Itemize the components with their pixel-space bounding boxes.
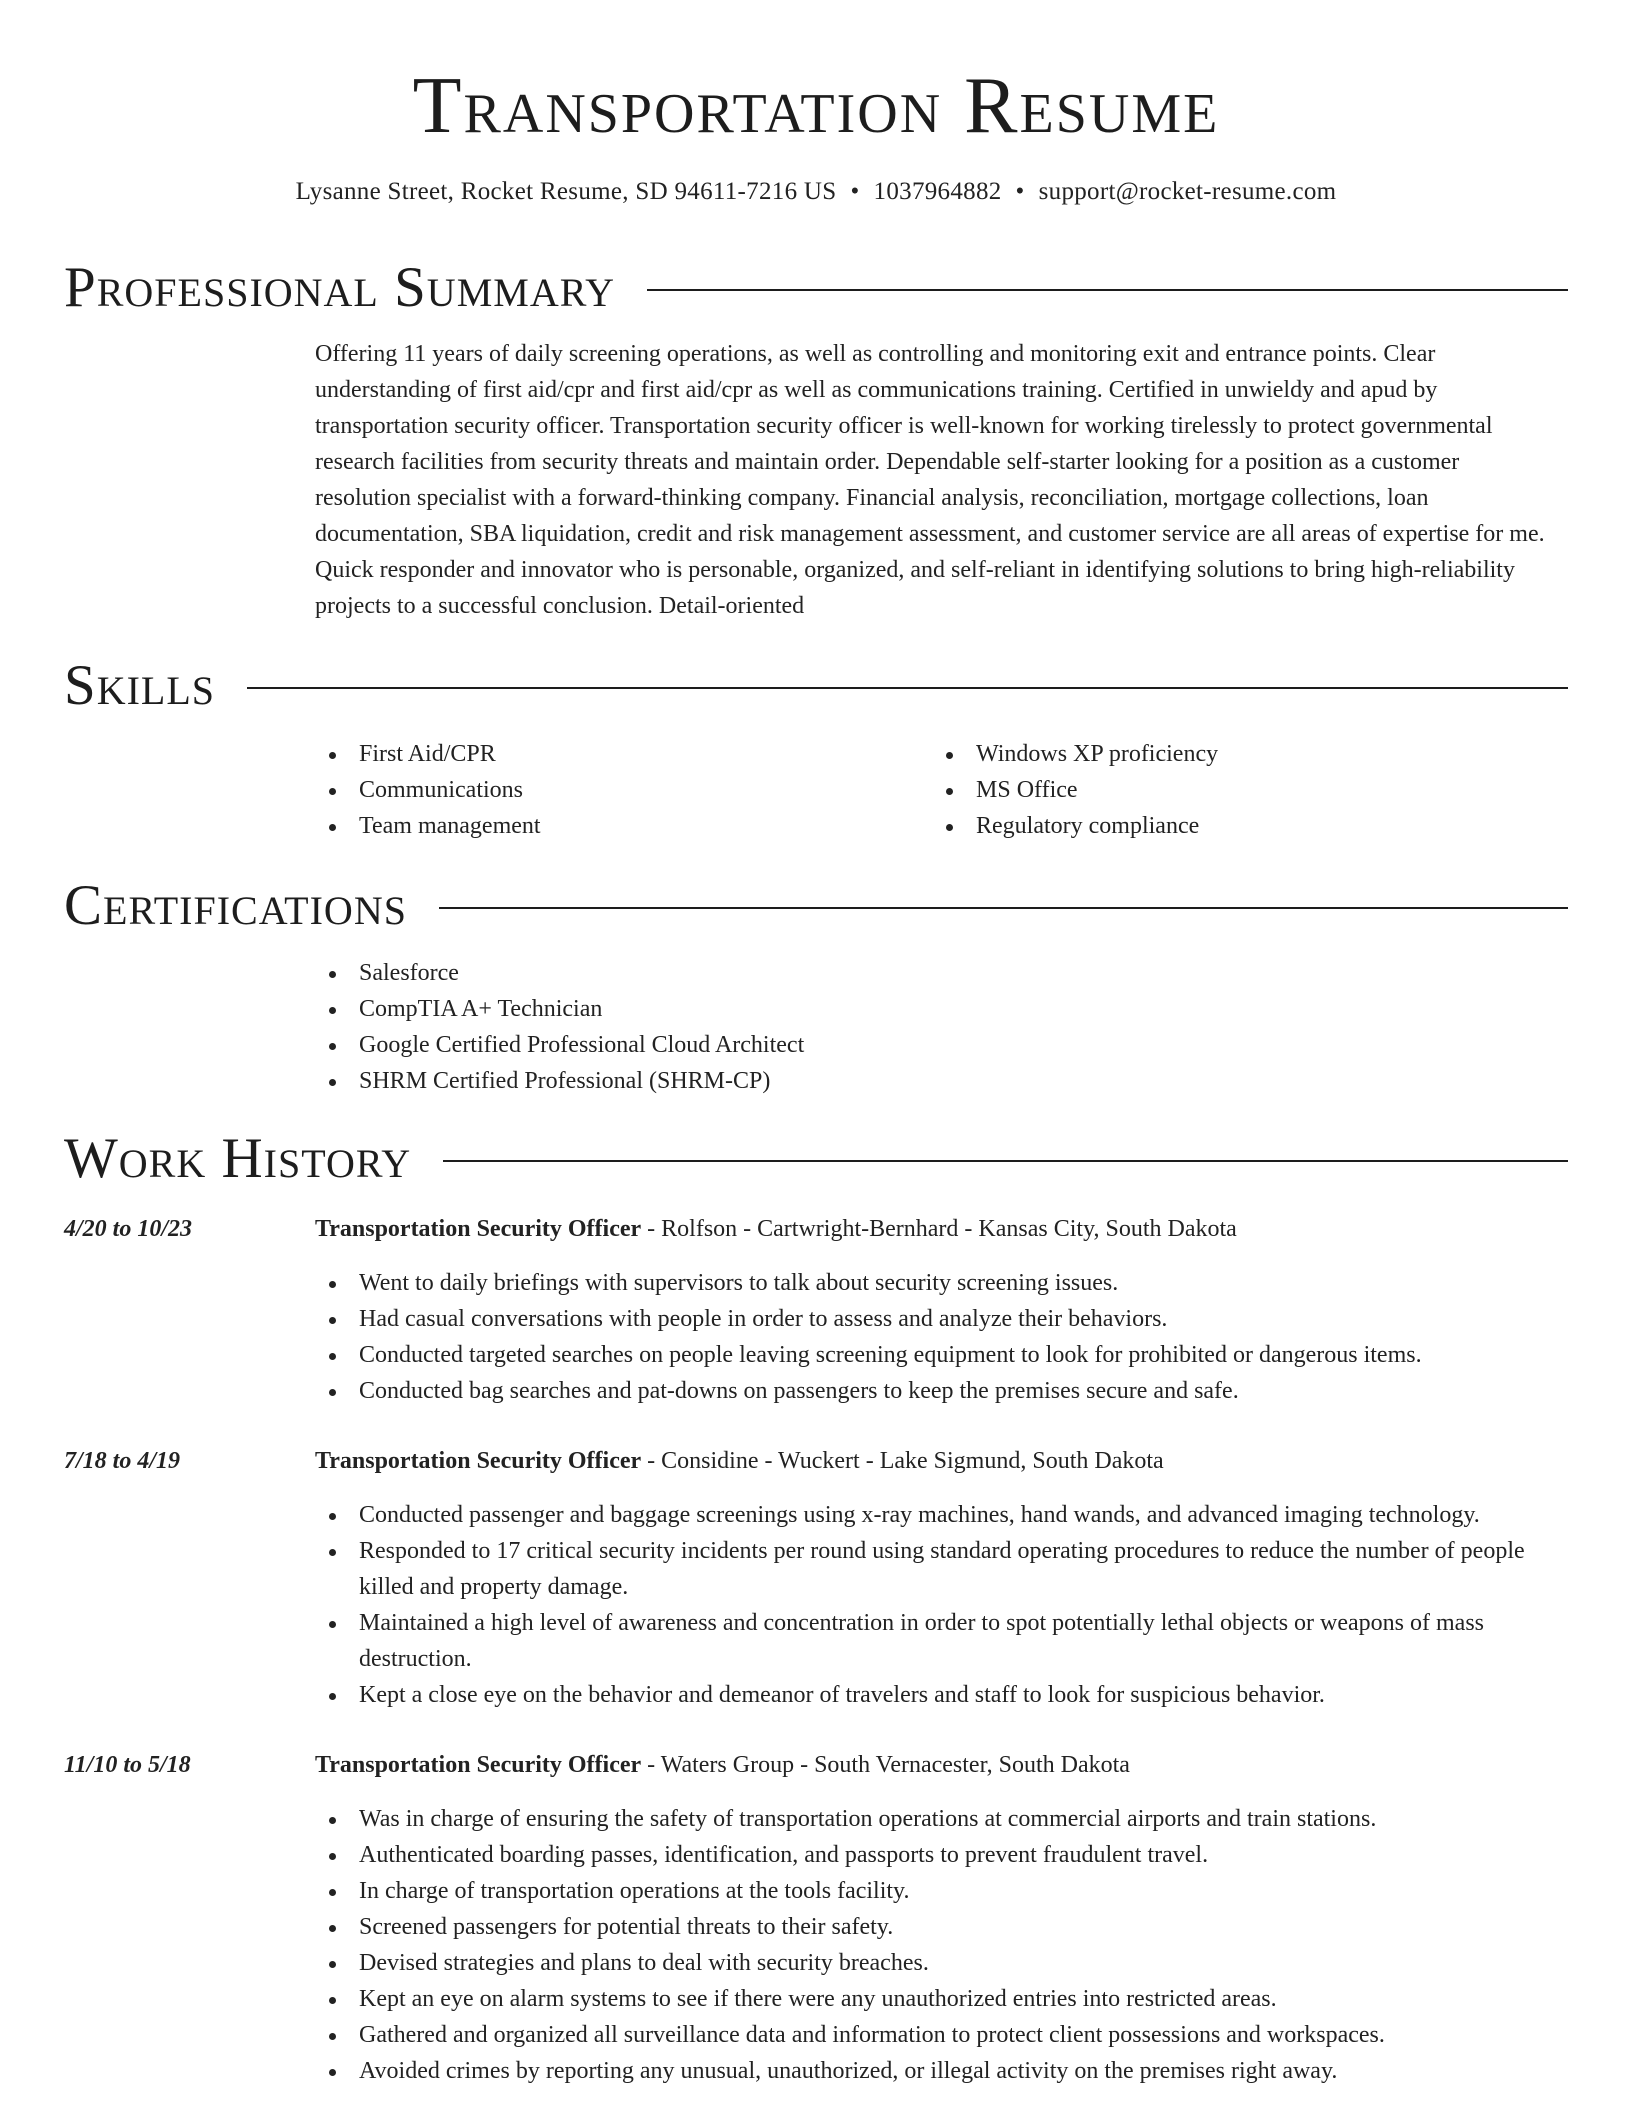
section-divider [439, 907, 1568, 909]
job-bullet: Devised strategies and plans to deal with security breaches. [315, 1945, 1558, 1981]
job-details: - Rolfson - Cartwright-Bernhard - Kansas City, South Dakota [641, 1216, 1237, 1242]
certification-item: SHRM Certified Professional (SHRM-CP) [315, 1063, 1515, 1099]
contact-address: Lysanne Street, Rocket Resume, SD 94611-7216 US [295, 178, 837, 205]
certification-item: Salesforce [315, 955, 1515, 991]
skills-list-right [932, 736, 1532, 844]
job-dates: 11/10 to 5/18 [64, 1752, 191, 1778]
job-bullets [315, 1497, 1558, 1713]
job-bullet: Authenticated boarding passes, identification, and passports to prevent fraudulent travel. [315, 1837, 1558, 1873]
section-divider [443, 1160, 1568, 1162]
job-bullets [315, 1801, 1558, 2089]
summary-heading: Professional Summary [64, 256, 616, 319]
skill-item: Windows XP proficiency [932, 736, 1532, 772]
contact-email: support@rocket-resume.com [1038, 178, 1337, 205]
certifications-section-header [64, 871, 1568, 941]
job-bullet: Conducted passenger and baggage screenings using x-ray machines, hand wands, and advanced imaging technology. [315, 1497, 1558, 1533]
resume-title: Transportation Resume [412, 62, 1220, 150]
skill-item: Team management [315, 808, 915, 844]
job-title: Transportation Security Officer [315, 1216, 642, 1242]
summary-section-header [64, 253, 1568, 323]
section-divider [647, 289, 1568, 291]
job-dates: 7/18 to 4/19 [64, 1448, 181, 1474]
job-bullet: Kept an eye on alarm systems to see if there were any unauthorized entries into restricted areas. [315, 1981, 1558, 2017]
job-bullet: Was in charge of ensuring the safety of transportation operations at commercial airports and train stations. [315, 1801, 1558, 1837]
job-bullet: Kept a close eye on the behavior and demeanor of travelers and staff to look for suspicious behavior. [315, 1677, 1558, 1713]
skill-item: First Aid/CPR [315, 736, 915, 772]
certifications-list [315, 955, 1515, 1099]
job-heading [315, 1747, 1558, 1783]
job-bullet: Went to daily briefings with supervisors to talk about security screening issues. [315, 1265, 1558, 1301]
work-heading: Work History [64, 1127, 412, 1190]
job-bullet: Gathered and organized all surveillance data and information to protect client possessions and workspaces. [315, 2017, 1558, 2053]
job-bullet: Avoided crimes by reporting any unusual, unauthorized, or illegal activity on the premises right away. [315, 2053, 1558, 2089]
contact-line [0, 176, 1632, 208]
job-bullet: Screened passengers for potential threats to their safety. [315, 1909, 1558, 1945]
certifications-heading: Certifications [64, 874, 407, 937]
skill-item: MS Office [932, 772, 1532, 808]
job-dates: 4/20 to 10/23 [64, 1216, 193, 1242]
contact-separator: • [1015, 178, 1025, 205]
job-details: - Waters Group - South Vernacester, South Dakota [641, 1752, 1130, 1778]
work-section-header [64, 1124, 1568, 1194]
skill-item: Communications [315, 772, 915, 808]
summary-text: Offering 11 years of daily screening operations, as well as controlling and monitoring exit and entrance points. Clear understanding of first aid/cpr and first aid/cpr as well as communications training. Certified in unwieldy and apud by transportation security officer. Transportation security officer is well-known for working tirelessly to protect governmental research facilities from security threats and maintain order. Dependable self-starter looking for a position as a customer resolution specialist with a forward-thinking company. Financial analysis, reconciliation, mortgage collections, loan documentation, SBA liquidation, credit and risk management assessment, and customer service are all areas of expertise for me. Quick responder and innovator who is personable, organized, and self-reliant in identifying solutions to bring high-reliability projects to a successful conclusion. Detail-oriented [315, 341, 1545, 619]
contact-phone: 1037964882 [873, 178, 1002, 205]
job-bullet: Responded to 17 critical security incidents per round using standard operating procedures to reduce the number of people killed and property damage. [315, 1533, 1558, 1605]
job-bullet: In charge of transportation operations at the tools facility. [315, 1873, 1558, 1909]
job-bullet: Had casual conversations with people in order to assess and analyze their behaviors. [315, 1301, 1558, 1337]
section-divider [247, 687, 1568, 689]
contact-separator: • [850, 178, 860, 205]
job-heading [315, 1211, 1558, 1247]
job-bullet: Conducted bag searches and pat-downs on passengers to keep the premises secure and safe. [315, 1373, 1558, 1409]
job-bullet: Conducted targeted searches on people leaving screening equipment to look for prohibited or dangerous items. [315, 1337, 1558, 1373]
certification-item: Google Certified Professional Cloud Architect [315, 1027, 1515, 1063]
skills-heading: Skills [64, 654, 216, 717]
job-title: Transportation Security Officer [315, 1448, 642, 1474]
skill-item: Regulatory compliance [932, 808, 1532, 844]
job-heading [315, 1443, 1558, 1479]
job-bullets [315, 1265, 1558, 1409]
skills-list-left [315, 736, 915, 844]
job-bullet: Maintained a high level of awareness and concentration in order to spot potentially lethal objects or weapons of mass destruction. [315, 1605, 1558, 1677]
skills-section-header [64, 651, 1568, 721]
job-title: Transportation Security Officer [315, 1752, 642, 1778]
certification-item: CompTIA A+ Technician [315, 991, 1515, 1027]
job-details: - Considine - Wuckert - Lake Sigmund, South Dakota [641, 1448, 1164, 1474]
